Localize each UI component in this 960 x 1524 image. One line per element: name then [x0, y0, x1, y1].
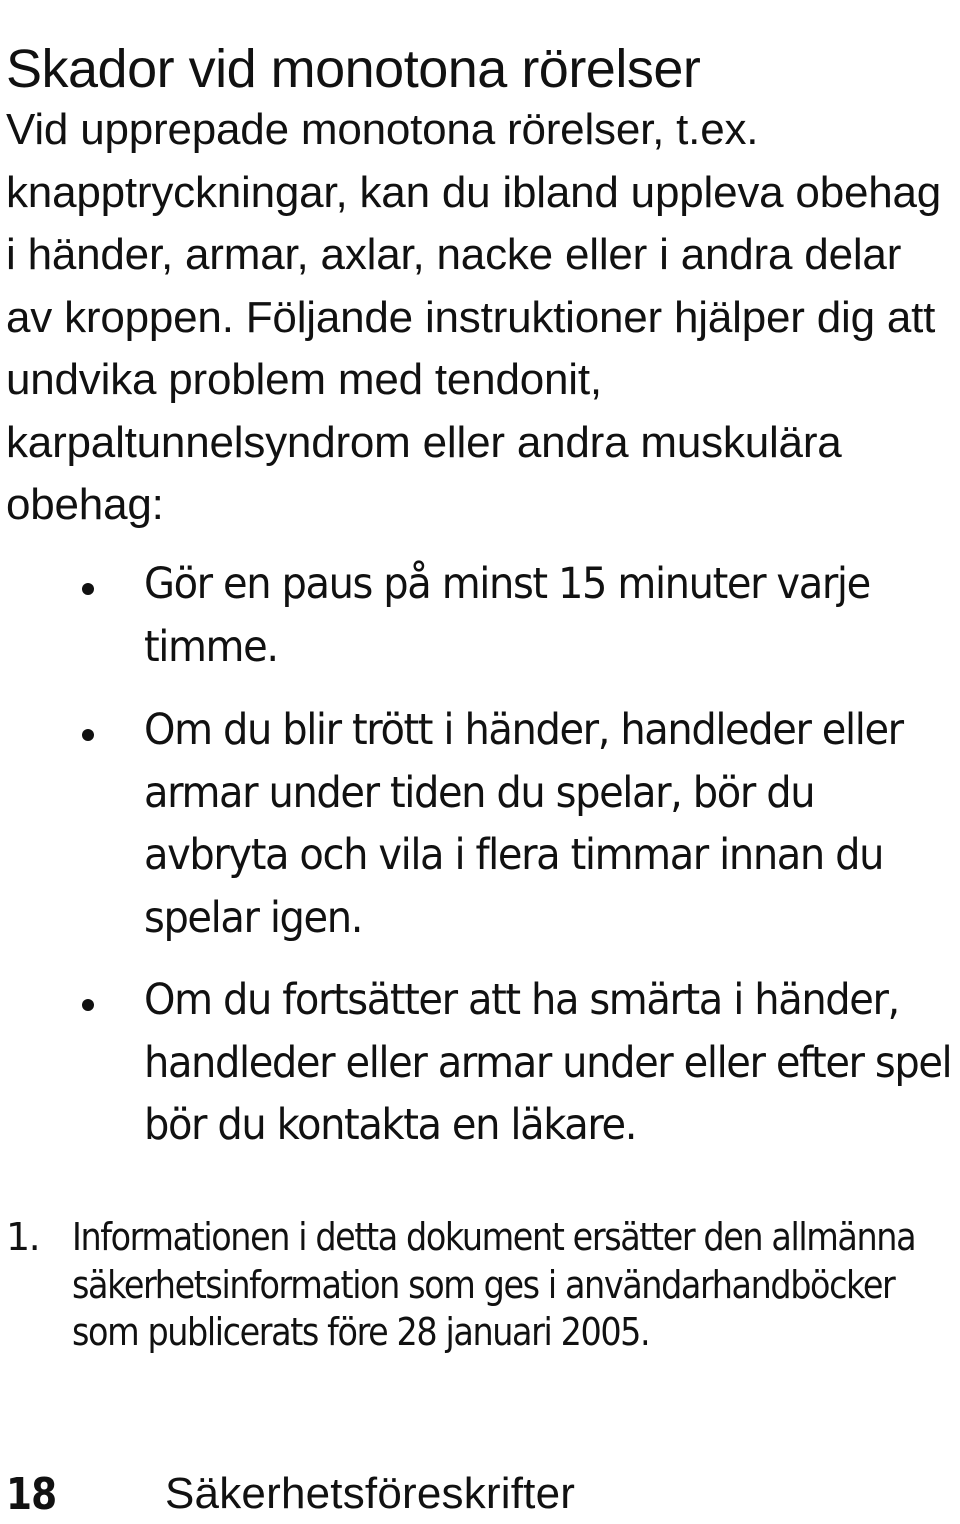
- bullet-text: Gör en paus på minst 15 minuter varje timme.: [144, 559, 870, 672]
- bullet-dot-icon: [82, 729, 94, 741]
- bullet-dot-icon: [82, 583, 94, 595]
- page-title: Skador vid monotona rörelser: [6, 39, 701, 100]
- page-number: 18: [6, 1469, 57, 1520]
- intro-paragraph: Vid upprepade monotona rörelser, t.ex. knapptryckningar, kan du ibland uppleva obehag i händer, armar, axlar, nacke eller i andra delar av kroppen. Följande instruktioner hjälper dig att undvika problem med tendonit, karpaltunnelsyndrom eller andra muskulära obehag:: [6, 105, 942, 529]
- bullet-text: Om du blir trött i händer, handleder eller armar under tiden du spelar, bör du avbryta och vila i flera timmar innan du spelar igen.: [144, 705, 903, 943]
- section-title: Säkerhetsföreskrifter: [165, 1469, 576, 1518]
- footnote-text: Informationen i detta dokument ersätter den allmänna säkerhetsinformation som ges i användarhandböcker som publicerats före 28 januari 2005.: [72, 1215, 916, 1354]
- footnote-number: 1.: [6, 1215, 40, 1259]
- bullet-dot-icon: [82, 999, 94, 1011]
- bullet-text: Om du fortsätter att ha smärta i händer, handleder eller armar under eller efter spel bör du kontakta en läkare.: [144, 975, 952, 1150]
